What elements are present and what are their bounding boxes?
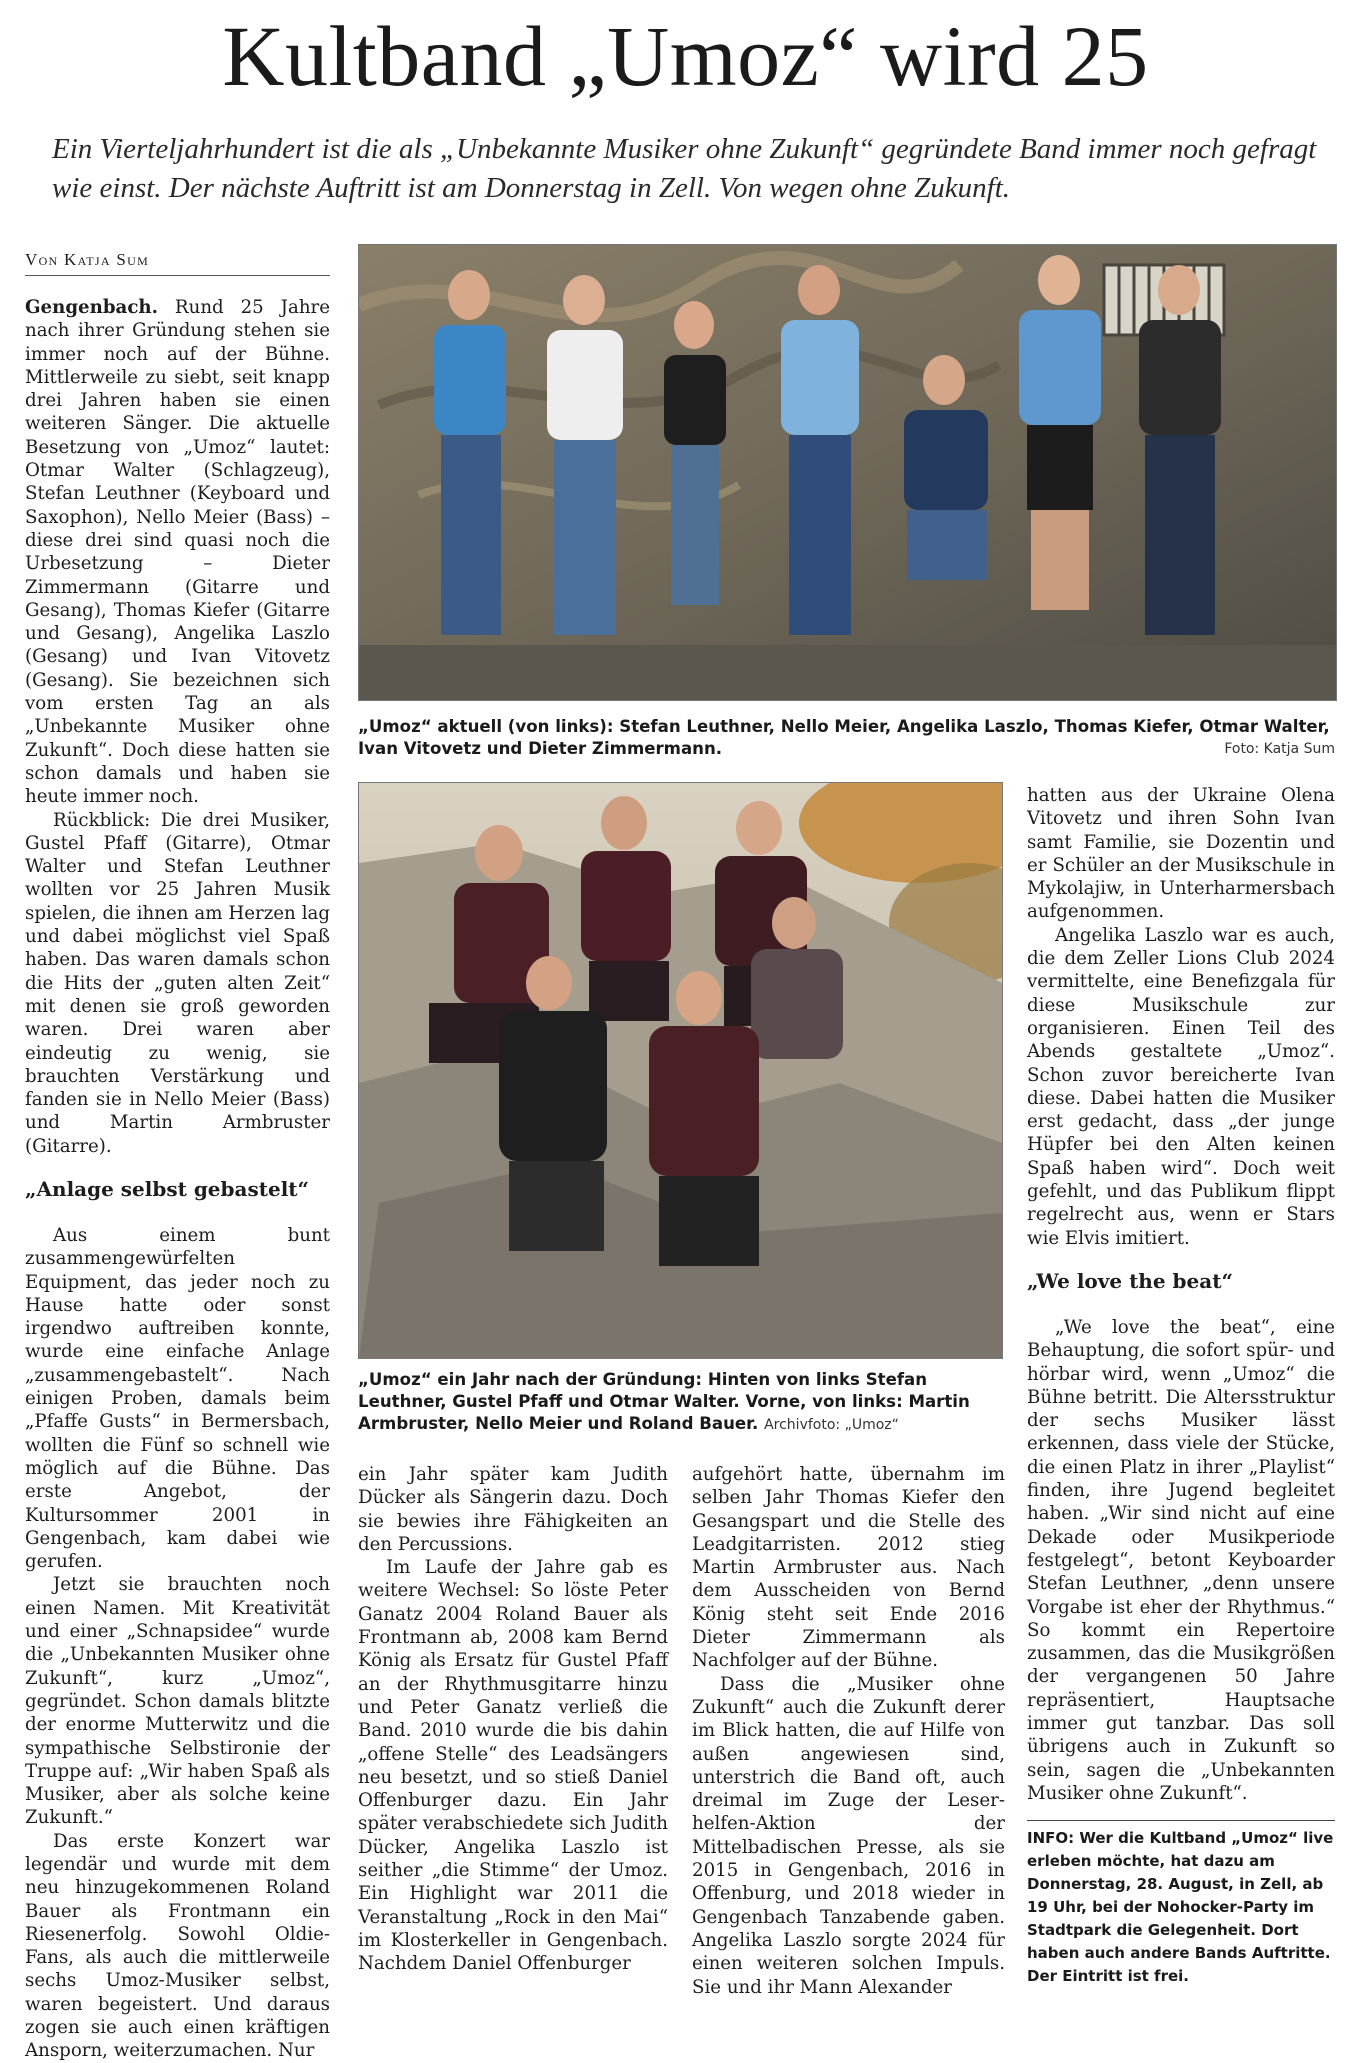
info-box	[1027, 1820, 1335, 1988]
paragraph: Jetzt sie brauchten noch einen Namen. Mit Kreativität und einer „Schnapsidee“ wurde die „Unbekannten Musiker ohne Zukunft“, kurz „Umoz“, gegründet. Schon damals blitzte der enorme Mutterwitz und die sympathische Selbstironie der Truppe auf: „Wir haben Spaß als Musiker, aber als solche keine Zukunft.“	[25, 1574, 330, 1829]
section-heading: „Anlage selbst gebastelt“	[25, 1176, 310, 1201]
photo-caption-archive	[358, 1369, 1001, 1436]
paragraph: „We love the beat“, eine Behauptung, die sofort spür- und hörbar wird, wenn „Umoz“ die Bühne betritt. Die Altersstruktur der sechs Musiker lässt erkennen, dass viele der Stücke, die einen Platz in ihrer „Playlist“ finden, ihre Jugend begleitet haben. „Wir sind nicht auf eine Dekade oder Musikperiode festgelegt“, betont Keyboarder Stefan Leuthner, „denn unsere Vorgabe ist eher der Rhythmus.“ So kommt ein Repertoire zusammen, das die Musikgrößen der vergangenen 50 Jahre repräsentiert, Hauptsache immer gut tanzbar. Das soll übrigens auch in Zukunft so sein, sagen die „Unbekannten Musiker ohne Zukunft“.	[1027, 1316, 1335, 1804]
paragraph	[25, 296, 330, 809]
article-column-4	[1027, 784, 1335, 1805]
photo-credit: Foto: Katja Sum	[1224, 741, 1335, 757]
byline: Von Katja Sum	[25, 250, 330, 276]
article-subheadline: Ein Vierteljahrhundert ist die als „Unbekannte Musiker ohne Zukunft“ gegründete Band immer noch gefragt wie einst. Der nächste Auftritt ist am Donnerstag in Zell. Von wegen ohne Zukunft.	[52, 133, 1317, 204]
paragraph: Rückblick: Die drei Musiker, Gustel Pfaff (Gitarre), Otmar Walter und Stefan Leuthner wollten vor 25 Jahren Musik spielen, die ihnen am Herzen lag und dabei möglichst viel Spaß haben. Das waren damals schon die Hits der „guten alten Zeit“ mit denen sie groß geworden waren. Drei waren aber eindeutig zu wenig, sie brauchten Verstärkung und fanden sie in Nello Meier (Bass) und Martin Armbruster (Gitarre).	[25, 809, 330, 1157]
band-photo-current-image	[359, 245, 1336, 700]
paragraph: Im Laufe der Jahre gab es weitere Wechsel: So löste Peter Ganatz 2004 Roland Bauer als Frontmann ab, 2008 kam Bernd König als Ersatz für Gustel Pfaff an der Rhythmusgitarre hinzu und Peter Ganatz verließ die Band. 2010 wurde die bis dahin „offene Stelle“ des Leadsängers neu besetzt, und so stieß Daniel Offenburger dazu. Ein Jahr später verabschiedete sich Judith Dücker, Angelika Laszlo ist seither „die Stimme“ der Umoz. Ein Highlight war 2011 die Veranstaltung „Rock in den Mai“ im Klosterkeller in Gengenbach. Nachdem Daniel Offenburger	[358, 1557, 668, 1975]
info-label: INFO:	[1027, 1829, 1075, 1847]
article-column-3	[692, 1463, 1005, 1999]
paragraph: ein Jahr später kam Judith Dücker als Sängerin dazu. Doch sie bewies ihre Fähigkeiten an den Percussions.	[358, 1464, 668, 1555]
photo-caption-current	[358, 716, 1335, 760]
paragraph-text: Rund 25 Jahre nach ihrer Gründung stehen sie immer noch auf der Bühne. Mittlerweile zu siebt, seit knapp drei Jahren haben sie einen weiteren Sänger. Die aktuelle Besetzung von „Umoz“ lautet: Otmar Walter (Schlagzeug), Stefan Leuthner (Keyboard und Saxophon), Nello Meier (Bass) – diese drei sind quasi noch die Urbesetzung – Dieter Zimmermann (Gitarre und Gesang), Thomas Kiefer (Gitarre und Gesang), Angelika Laszlo (Gesang) und Ivan Vitovetz (Gesang). Sie bezeichnen sich vom ersten Tag an als „Unbekannte Musiker ohne Zukunft“. Doch diese hatten sie schon damals und haben sie heute immer noch.	[25, 297, 330, 808]
paragraph: Dass die „Musiker ohne Zukunft“ auch die Zukunft derer im Blick hatten, die auf Hilfe von außen angewiesen sind, unterstrich die Band oft, auch dreimal im Zuge der Leser-helfen-Aktion der Mittelbadischen Presse, als sie 2015 in Gengenbach, 2016 in Offenburg, und 2018 wieder in Gengenbach Tanzabende gaben. Angelika Laszlo sorgte 2024 für einen weiteren solchen Impuls. Sie und ihr Mann Alexander	[692, 1673, 1005, 1998]
paragraph: aufgehört hatte, übernahm im selben Jahr Thomas Kiefer den Gesangspart und die Stelle des Leadgitarristen. 2012 stieg Martin Armbruster aus. Nach dem Ausscheiden von Bernd König steht seit Ende 2016 Dieter Zimmermann als Nachfolger auf der Bühne.	[692, 1464, 1005, 1672]
article-headline: Kultband „Umoz“ wird 25	[222, 8, 1149, 104]
section-heading: „We love the beat“	[1027, 1268, 1233, 1293]
band-photo-archive-image	[359, 783, 1002, 1358]
info-text: Wer die Kultband „Umoz“ live erleben möchte, hat dazu am Donnerstag, 28. August, in Zell, ab 19 Uhr, bei der Nohocker-Party im Stadtpark die Gelegenheit. Dort haben auch andere Bands Auftritte. Der Eintritt ist frei.	[1027, 1829, 1334, 1985]
article-column-1	[25, 296, 330, 2063]
paragraph: Aus einem bunt zusammengewürfelten Equipment, das jeder noch zu Hause hatte oder sonst irgendwo auftreiben konnte, wurde eine einfache Anlage „zusammengebastelt“. Nach einigen Proben, damals beim „Pfaffe Gusts“ in Bermersbach, wollten die Fünf so schnell wie möglich auf die Bühne. Das erste Angebot, der Kultursommer 2001 in Gengenbach, kam dabei wie gerufen.	[25, 1224, 330, 1573]
paragraph: Angelika Laszlo war es auch, die dem Zeller Lions Club 2024 vermittelte, eine Benefizgala für diese Musikschule zur organisieren. Einen Teil des Abends gestaltete „Umoz“. Schon zuvor bereicherte Ivan diese. Dabei hatten die Musiker erst gedacht, dass „der junge Hüpfer bei den Alten keinen Spaß haben wird“. Doch weit gefehlt, und das Publikum flippt regelrecht aus, wenn er Stars wie Elvis imitiert.	[1027, 924, 1335, 1249]
band-photo-current	[358, 244, 1337, 701]
photo-credit: Archivfoto: „Umoz“	[764, 1417, 899, 1433]
caption-text: „Umoz“ ein Jahr nach der Gründung: Hinten von links Stefan Leuthner, Gustel Pfaff und Otmar Walter. Vorne, von links: Martin Armbruster, Nello Meier und Roland Bauer.	[358, 1370, 970, 1433]
dateline: Gengenbach.	[25, 297, 158, 318]
caption-text: „Umoz“ aktuell (von links): Stefan Leuthner, Nello Meier, Angelika Laszlo, Thomas Kiefer, Otmar Walter, Ivan Vitovetz und Dieter Zimmermann.	[358, 717, 1330, 758]
paragraph: hatten aus der Ukraine Olena Vitovetz und ihren Sohn Ivan samt Familie, sie Dozentin und er Schüler an der Musikschule in Mykolajiw, in Unterharmersbach aufgenommen.	[1027, 785, 1335, 923]
paragraph: Das erste Konzert war legendär und wurde mit dem neu hinzugekommenen Roland Bauer als Frontmann ein Riesenerfolg. Sowohl Oldie-Fans, als auch die mittlerweile sechs Umoz-Musiker selbst, waren begeistert. Und daraus zogen sie auch einen kräftigen Ansporn, weiterzumachen. Nur	[25, 1830, 330, 2062]
band-photo-archive	[358, 782, 1003, 1359]
article-column-2	[358, 1463, 668, 1976]
